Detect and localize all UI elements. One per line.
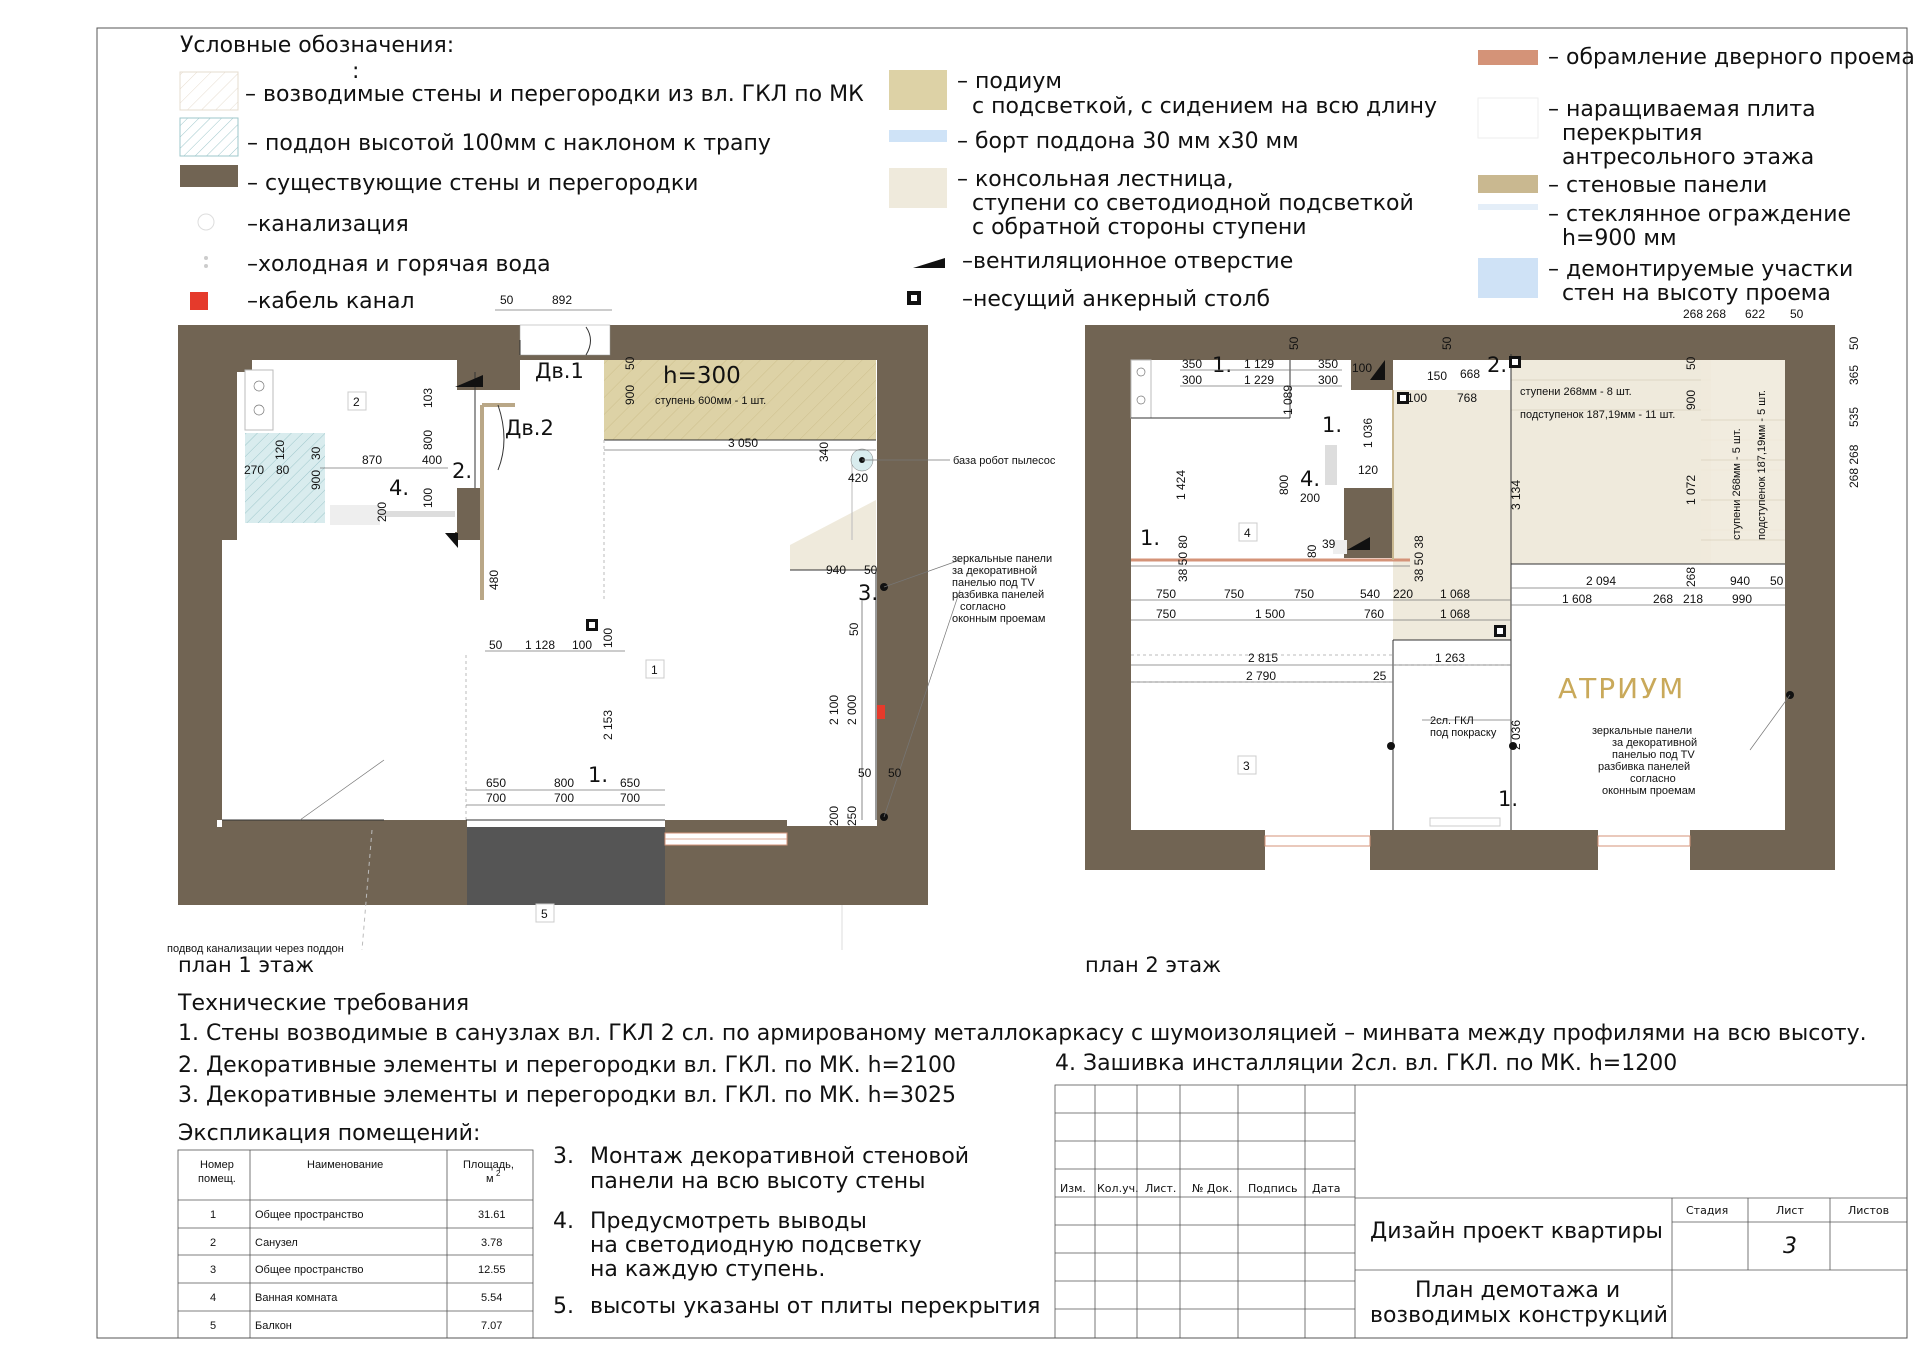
n4-label-2: 4. (1300, 467, 1321, 491)
sewer-icon (198, 214, 214, 230)
svg-text:2 815: 2 815 (1248, 651, 1279, 665)
tb-sheet-no: 3 (1783, 1234, 1797, 1259)
svg-text:100: 100 (421, 487, 435, 508)
svg-text:Ванная комната: Ванная комната (255, 1292, 338, 1304)
svg-text:750: 750 (1294, 587, 1315, 601)
n2-label-2: 2. (1487, 353, 1508, 377)
plan2-title: план 2 этаж (1085, 953, 1222, 977)
svg-text:за декоративной: за декоративной (1612, 737, 1698, 749)
svg-text:268: 268 (1653, 592, 1674, 606)
vsteps-label: ступени 268мм - 5 шт. (1731, 428, 1743, 540)
svg-text:50: 50 (864, 563, 878, 577)
tb-col-date: Дата (1312, 1182, 1341, 1195)
svg-text:700: 700 (554, 791, 575, 805)
legend-swatch-gkl (180, 72, 238, 110)
legend (180, 33, 1915, 314)
svg-text:зеркальные панели: зеркальные панели (952, 553, 1053, 565)
svg-text:1 229: 1 229 (1244, 373, 1275, 387)
stair-flight (1701, 354, 1785, 564)
svg-text:268: 268 (1706, 307, 1727, 321)
svg-text:268 268: 268 268 (1847, 444, 1861, 488)
plan2-right-wall (1785, 325, 1835, 870)
svg-text:1 068: 1 068 (1440, 587, 1471, 601)
req-4-line3: на каждую ступень. (590, 1257, 826, 1282)
svg-text:1: 1 (210, 1209, 217, 1221)
svg-text:50: 50 (1770, 574, 1784, 588)
podium-height-label: h=300 (663, 363, 741, 389)
legend-swatch-demolish (1478, 258, 1538, 298)
cable-channel (877, 705, 885, 719)
n1-left-label: 1. (1140, 526, 1161, 550)
legend-swatch-panels (1478, 175, 1538, 193)
svg-text:218: 218 (1683, 592, 1704, 606)
tb-sheet: Лист (1776, 1204, 1804, 1217)
legend-tray-edge-text: – борт поддона 30 мм х30 мм (957, 129, 1299, 154)
svg-text:365: 365 (1847, 364, 1861, 385)
req-4-num: 4. (553, 1209, 574, 1234)
tech-req-4: 4. Зашивка инсталляции 2сл. вл. ГКЛ. по МК. h=1200 (1055, 1051, 1678, 1076)
legend-swatch-door-frame (1478, 50, 1538, 65)
legend-tray-text: – поддон высотой 100мм с наклоном к трапу (247, 131, 771, 156)
svg-text:1 129: 1 129 (1244, 357, 1275, 371)
svg-text:1 608: 1 608 (1562, 592, 1593, 606)
n1-mid-label: 1. (1322, 413, 1343, 437)
drain-note: подвод канализации через поддон (167, 943, 344, 955)
svg-text:103: 103 (421, 387, 435, 408)
room-2-label: 2 (353, 395, 360, 409)
svg-text:зеркальные панели: зеркальные панели (1592, 725, 1693, 737)
legend-slab-l3: антресольного этажа (1562, 145, 1815, 170)
room-3-label: 3 (1243, 759, 1250, 773)
svg-text:940: 940 (826, 563, 847, 577)
tech-req-3: 3. Декоративные элементы и перегородки вл. ГКЛ. по МК. h=3025 (178, 1083, 956, 1108)
svg-text:1 263: 1 263 (1435, 651, 1466, 665)
svg-text:3 050: 3 050 (728, 436, 759, 450)
plan2-top-wall (1085, 325, 1835, 360)
svg-text:1 072: 1 072 (1684, 474, 1698, 505)
svg-text:3.78: 3.78 (481, 1237, 503, 1249)
svg-text:50: 50 (858, 766, 872, 780)
svg-text:2 790: 2 790 (1246, 669, 1277, 683)
tb-col-doc: № Док. (1192, 1182, 1233, 1195)
svg-text:100: 100 (601, 627, 615, 648)
svg-text:38 50 38: 38 50 38 (1412, 535, 1426, 582)
explication-table (178, 1121, 533, 1338)
mirror-note-2 (1592, 725, 1697, 797)
svg-text:31.61: 31.61 (478, 1209, 506, 1221)
tech-req-1: 1. Стены возводимые в санузлах вл. ГКЛ 2 сл. по армированому металлокаркасу с шумоизоляцией – минвата между профилями на всю высоту. (178, 1021, 1867, 1046)
svg-text:900: 900 (309, 469, 323, 490)
svg-text:622: 622 (1745, 307, 1766, 321)
vrisers-label: подступенок 187,19мм - 5 шт. (1756, 390, 1768, 540)
plan-floor-1 (167, 293, 1056, 977)
req-4-line1: Предусмотреть выводы (590, 1209, 867, 1234)
tb-col-list: Лист. (1145, 1182, 1177, 1195)
svg-text:340: 340 (817, 441, 831, 462)
svg-text:768: 768 (1457, 391, 1478, 405)
tb-col-sign: Подпись (1248, 1182, 1298, 1195)
legend-glass-l2: h=900 мм (1562, 226, 1677, 251)
svg-text:1 128: 1 128 (525, 638, 556, 652)
legend-swatch-cable (190, 292, 208, 310)
svg-text:750: 750 (1156, 587, 1177, 601)
svg-text:800: 800 (554, 776, 575, 790)
table-row (210, 1237, 502, 1249)
svg-text:100: 100 (1407, 391, 1428, 405)
svg-text:2 000: 2 000 (845, 694, 859, 725)
svg-text:420: 420 (848, 471, 869, 485)
svg-text:за декоративной: за декоративной (952, 565, 1038, 577)
svg-text:650: 650 (620, 776, 641, 790)
svg-text:350: 350 (1182, 357, 1203, 371)
legend-swatch-tray (180, 118, 238, 156)
svg-text:80: 80 (1305, 544, 1319, 558)
legend-water-text: –холодная и горячая вода (247, 252, 551, 277)
svg-text:5.54: 5.54 (481, 1292, 503, 1304)
svg-text:50: 50 (1847, 336, 1861, 350)
n4-label: 4. (389, 476, 410, 500)
n1-top-label: 1. (1212, 353, 1233, 377)
table-row (210, 1292, 502, 1304)
legend-sewer-text: –канализация (247, 212, 409, 237)
svg-text:2 153: 2 153 (601, 709, 615, 740)
tb-sheet-title-2: возводимых конструкций (1370, 1303, 1668, 1328)
svg-text:50: 50 (888, 766, 902, 780)
legend-stairs-l3: с обратной стороны ступени (972, 215, 1307, 240)
svg-text:270: 270 (244, 463, 265, 477)
dv2-label: Дв.2 (505, 416, 554, 440)
entry-door-dv1 (520, 325, 610, 355)
legend-podium-l2: с подсветкой, с сидением на всю длину (972, 94, 1438, 119)
legend-colon: : (352, 59, 360, 84)
plan1-title: план 1 этаж (178, 953, 315, 977)
mirror-note-1 (952, 553, 1052, 625)
svg-text:650: 650 (486, 776, 507, 790)
svg-text:120: 120 (1358, 463, 1379, 477)
svg-text:760: 760 (1364, 607, 1385, 621)
svg-text:120: 120 (273, 439, 287, 460)
svg-text:1 089: 1 089 (1281, 384, 1295, 415)
table-row (210, 1209, 506, 1221)
req-4-line2: на светодиодную подсветку (590, 1233, 922, 1258)
room-5-label: 5 (541, 907, 548, 921)
svg-text:892: 892 (552, 293, 573, 307)
atrium-label: АТРИУМ (1558, 672, 1686, 705)
tb-col-izm: Изм. (1060, 1182, 1086, 1195)
tech-title: Технические требования (178, 991, 470, 1016)
svg-text:300: 300 (1182, 373, 1203, 387)
mezzanine-slab (1393, 390, 1511, 640)
step-label: ступень 600мм - 1 шт. (655, 395, 767, 407)
svg-text:согласно: согласно (960, 601, 1006, 613)
dv1-label: Дв.1 (535, 359, 584, 383)
robot-label: база робот пылесос (953, 455, 1056, 467)
svg-text:2 094: 2 094 (1586, 574, 1617, 588)
legend-swatch-slab (1478, 98, 1538, 138)
svg-text:50: 50 (500, 293, 514, 307)
svg-text:5: 5 (210, 1320, 217, 1332)
steps-label: ступени 268мм - 8 шт. (1520, 386, 1632, 398)
th-area-2: м (486, 1173, 494, 1185)
room-4-label: 4 (1244, 526, 1251, 540)
legend-door-frame-text: – обрамление дверного проема (1548, 45, 1915, 70)
svg-text:250: 250 (845, 805, 859, 826)
table-row (210, 1320, 502, 1332)
svg-text:1 036: 1 036 (1361, 417, 1375, 448)
svg-text:2: 2 (210, 1237, 217, 1249)
risers-label: подступенок 187,19мм - 11 шт. (1520, 409, 1676, 421)
svg-text:1 424: 1 424 (1174, 469, 1188, 500)
window-2 (1265, 836, 1370, 846)
svg-text:268: 268 (1684, 566, 1698, 587)
th-name: Наименование (307, 1159, 384, 1171)
svg-text:100: 100 (572, 638, 593, 652)
svg-text:940: 940 (1730, 574, 1751, 588)
svg-text:900: 900 (1684, 389, 1698, 410)
svg-text:150: 150 (1427, 369, 1448, 383)
svg-text:25: 25 (1373, 669, 1387, 683)
svg-text:800: 800 (1277, 474, 1291, 495)
svg-text:900: 900 (623, 384, 637, 405)
svg-text:Санузел: Санузел (255, 1237, 298, 1249)
svg-text:80: 80 (276, 463, 290, 477)
svg-text:Общее пространство: Общее пространство (255, 1264, 364, 1276)
svg-text:панелью под TV: панелью под TV (1612, 749, 1695, 761)
svg-text:Общее пространство: Общее пространство (255, 1209, 364, 1221)
balcony-door-opening (467, 827, 665, 905)
svg-text:50: 50 (1790, 307, 1804, 321)
svg-text:50: 50 (1684, 356, 1698, 370)
plan2-left-wall (1085, 325, 1131, 870)
svg-text:870: 870 (362, 453, 383, 467)
svg-text:668: 668 (1460, 367, 1481, 381)
legend-title: Условные обозначения: (180, 33, 455, 58)
svg-text:800: 800 (421, 429, 435, 450)
svg-text:220: 220 (1393, 587, 1414, 601)
tb-sheets: Листов (1848, 1204, 1890, 1217)
legend-cable-text: –кабель канал (247, 289, 415, 314)
wc-2 (1131, 360, 1151, 418)
title-block (1055, 1085, 1907, 1338)
room-1-label: 1 (651, 663, 658, 677)
svg-text:750: 750 (1224, 587, 1245, 601)
n1-label: 1. (588, 763, 609, 787)
gkl-note-l2: под покраску (1430, 727, 1497, 739)
svg-text:оконным проемам: оконным проемам (952, 613, 1046, 625)
table-row (210, 1264, 506, 1276)
th-num-2: помещ. (198, 1173, 236, 1185)
svg-text:оконным проемам: оконным проемам (1602, 785, 1696, 797)
th-area-sup: 2 (496, 1169, 501, 1178)
svg-text:разбивка панелей: разбивка панелей (1598, 761, 1691, 773)
svg-text:535: 535 (1847, 406, 1861, 427)
svg-text:50: 50 (847, 622, 861, 636)
svg-text:39: 39 (1322, 537, 1336, 551)
svg-text:200: 200 (1300, 491, 1321, 505)
svg-text:700: 700 (620, 791, 641, 805)
tb-project: Дизайн проект квартиры (1370, 1219, 1663, 1244)
svg-text:30: 30 (309, 446, 323, 460)
th-area-1: Площадь, (463, 1159, 514, 1171)
svg-text:разбивка панелей: разбивка панелей (952, 589, 1045, 601)
svg-text:50: 50 (1440, 336, 1454, 350)
svg-text:700: 700 (486, 791, 507, 805)
svg-text:7.07: 7.07 (481, 1320, 503, 1332)
svg-text:Балкон: Балкон (255, 1320, 292, 1332)
tb-col-kolvo: Кол.уч. (1097, 1182, 1139, 1195)
svg-text:350: 350 (1318, 357, 1339, 371)
legend-swatch-podium (889, 70, 947, 110)
req-5-num: 5. (553, 1294, 574, 1319)
water-icon (204, 256, 208, 260)
legend-stairs-l2: ступени со светодиодной подсветкой (972, 191, 1414, 216)
req-3-line2: панели на всю высоту стены (590, 1169, 926, 1194)
legend-swatch-stairs (889, 168, 947, 208)
svg-text:панелью под TV: панелью под TV (952, 577, 1035, 589)
legend-swatch-glass (1478, 204, 1538, 210)
svg-text:3: 3 (210, 1264, 217, 1276)
svg-text:1 500: 1 500 (1255, 607, 1286, 621)
legend-slab-l2: перекрытия (1562, 121, 1703, 146)
tb-sheet-title-1: План демотажа и (1415, 1278, 1621, 1303)
svg-text:268: 268 (1683, 307, 1704, 321)
legend-podium-l1: – подиум (957, 69, 1062, 94)
svg-text:2 036: 2 036 (1509, 719, 1523, 750)
legend-stairs-l1: – консольная лестница, (957, 167, 1234, 192)
legend-vent-text: –вентиляционное отверстие (962, 249, 1294, 274)
legend-demolish-l2: стен на высоту проема (1562, 281, 1831, 306)
svg-text:1 068: 1 068 (1440, 607, 1471, 621)
tb-stage: Стадия (1686, 1204, 1729, 1217)
legend-panels-text: – стеновые панели (1548, 173, 1768, 198)
legend-gkl-text: – возводимые стены и перегородки из вл. ГКЛ по МК (245, 82, 864, 107)
svg-text:100: 100 (1352, 361, 1373, 375)
legend-swatch-walls (180, 165, 238, 187)
svg-text:990: 990 (1732, 592, 1753, 606)
th-num-1: Номер (200, 1159, 234, 1171)
tech-req-2: 2. Декоративные элементы и перегородки вл. ГКЛ. по МК. h=2100 (178, 1053, 956, 1078)
svg-text:3 134: 3 134 (1509, 479, 1523, 510)
plan-floor-2 (1085, 307, 1861, 977)
n1-bottom-label: 1. (1498, 787, 1519, 811)
req-3-line1: Монтаж декоративной стеновой (590, 1144, 970, 1169)
legend-glass-l1: – стеклянное ограждение (1548, 202, 1852, 227)
req-3-num: 3. (553, 1144, 574, 1169)
svg-text:2 100: 2 100 (827, 694, 841, 725)
svg-text:750: 750 (1156, 607, 1177, 621)
legend-anchor-text: –несущий анкерный столб (962, 287, 1271, 312)
svg-text:50: 50 (1287, 336, 1301, 350)
svg-text:540: 540 (1360, 587, 1381, 601)
legend-slab-l1: – наращиваемая плита (1548, 97, 1816, 122)
vent-icon (913, 258, 945, 268)
legend-walls-text: – существующие стены и перегородки (247, 171, 699, 196)
legend-swatch-tray-edge (889, 130, 947, 142)
svg-text:300: 300 (1318, 373, 1339, 387)
svg-text:400: 400 (422, 453, 443, 467)
svg-text:50: 50 (623, 356, 637, 370)
svg-text:200: 200 (827, 805, 841, 826)
svg-text:200: 200 (375, 501, 389, 522)
wc-1 (245, 370, 273, 430)
n2-label: 2. (452, 459, 473, 483)
window-3 (1598, 836, 1690, 846)
svg-text:38 50 80: 38 50 80 (1176, 535, 1190, 582)
svg-text:50: 50 (489, 638, 503, 652)
svg-text:480: 480 (487, 569, 501, 590)
req-5-text: высоты указаны от плиты перекрытия (590, 1294, 1041, 1319)
svg-text:12.55: 12.55 (478, 1264, 506, 1276)
svg-text:согласно: согласно (1630, 773, 1676, 785)
legend-demolish-l1: – демонтируемые участки (1548, 257, 1854, 282)
svg-text:4: 4 (210, 1292, 217, 1304)
explication-title: Экспликация помещений: (178, 1121, 481, 1146)
n3-label: 3. (858, 581, 879, 605)
gkl-note-l1: 2сл. ГКЛ (1430, 715, 1474, 727)
